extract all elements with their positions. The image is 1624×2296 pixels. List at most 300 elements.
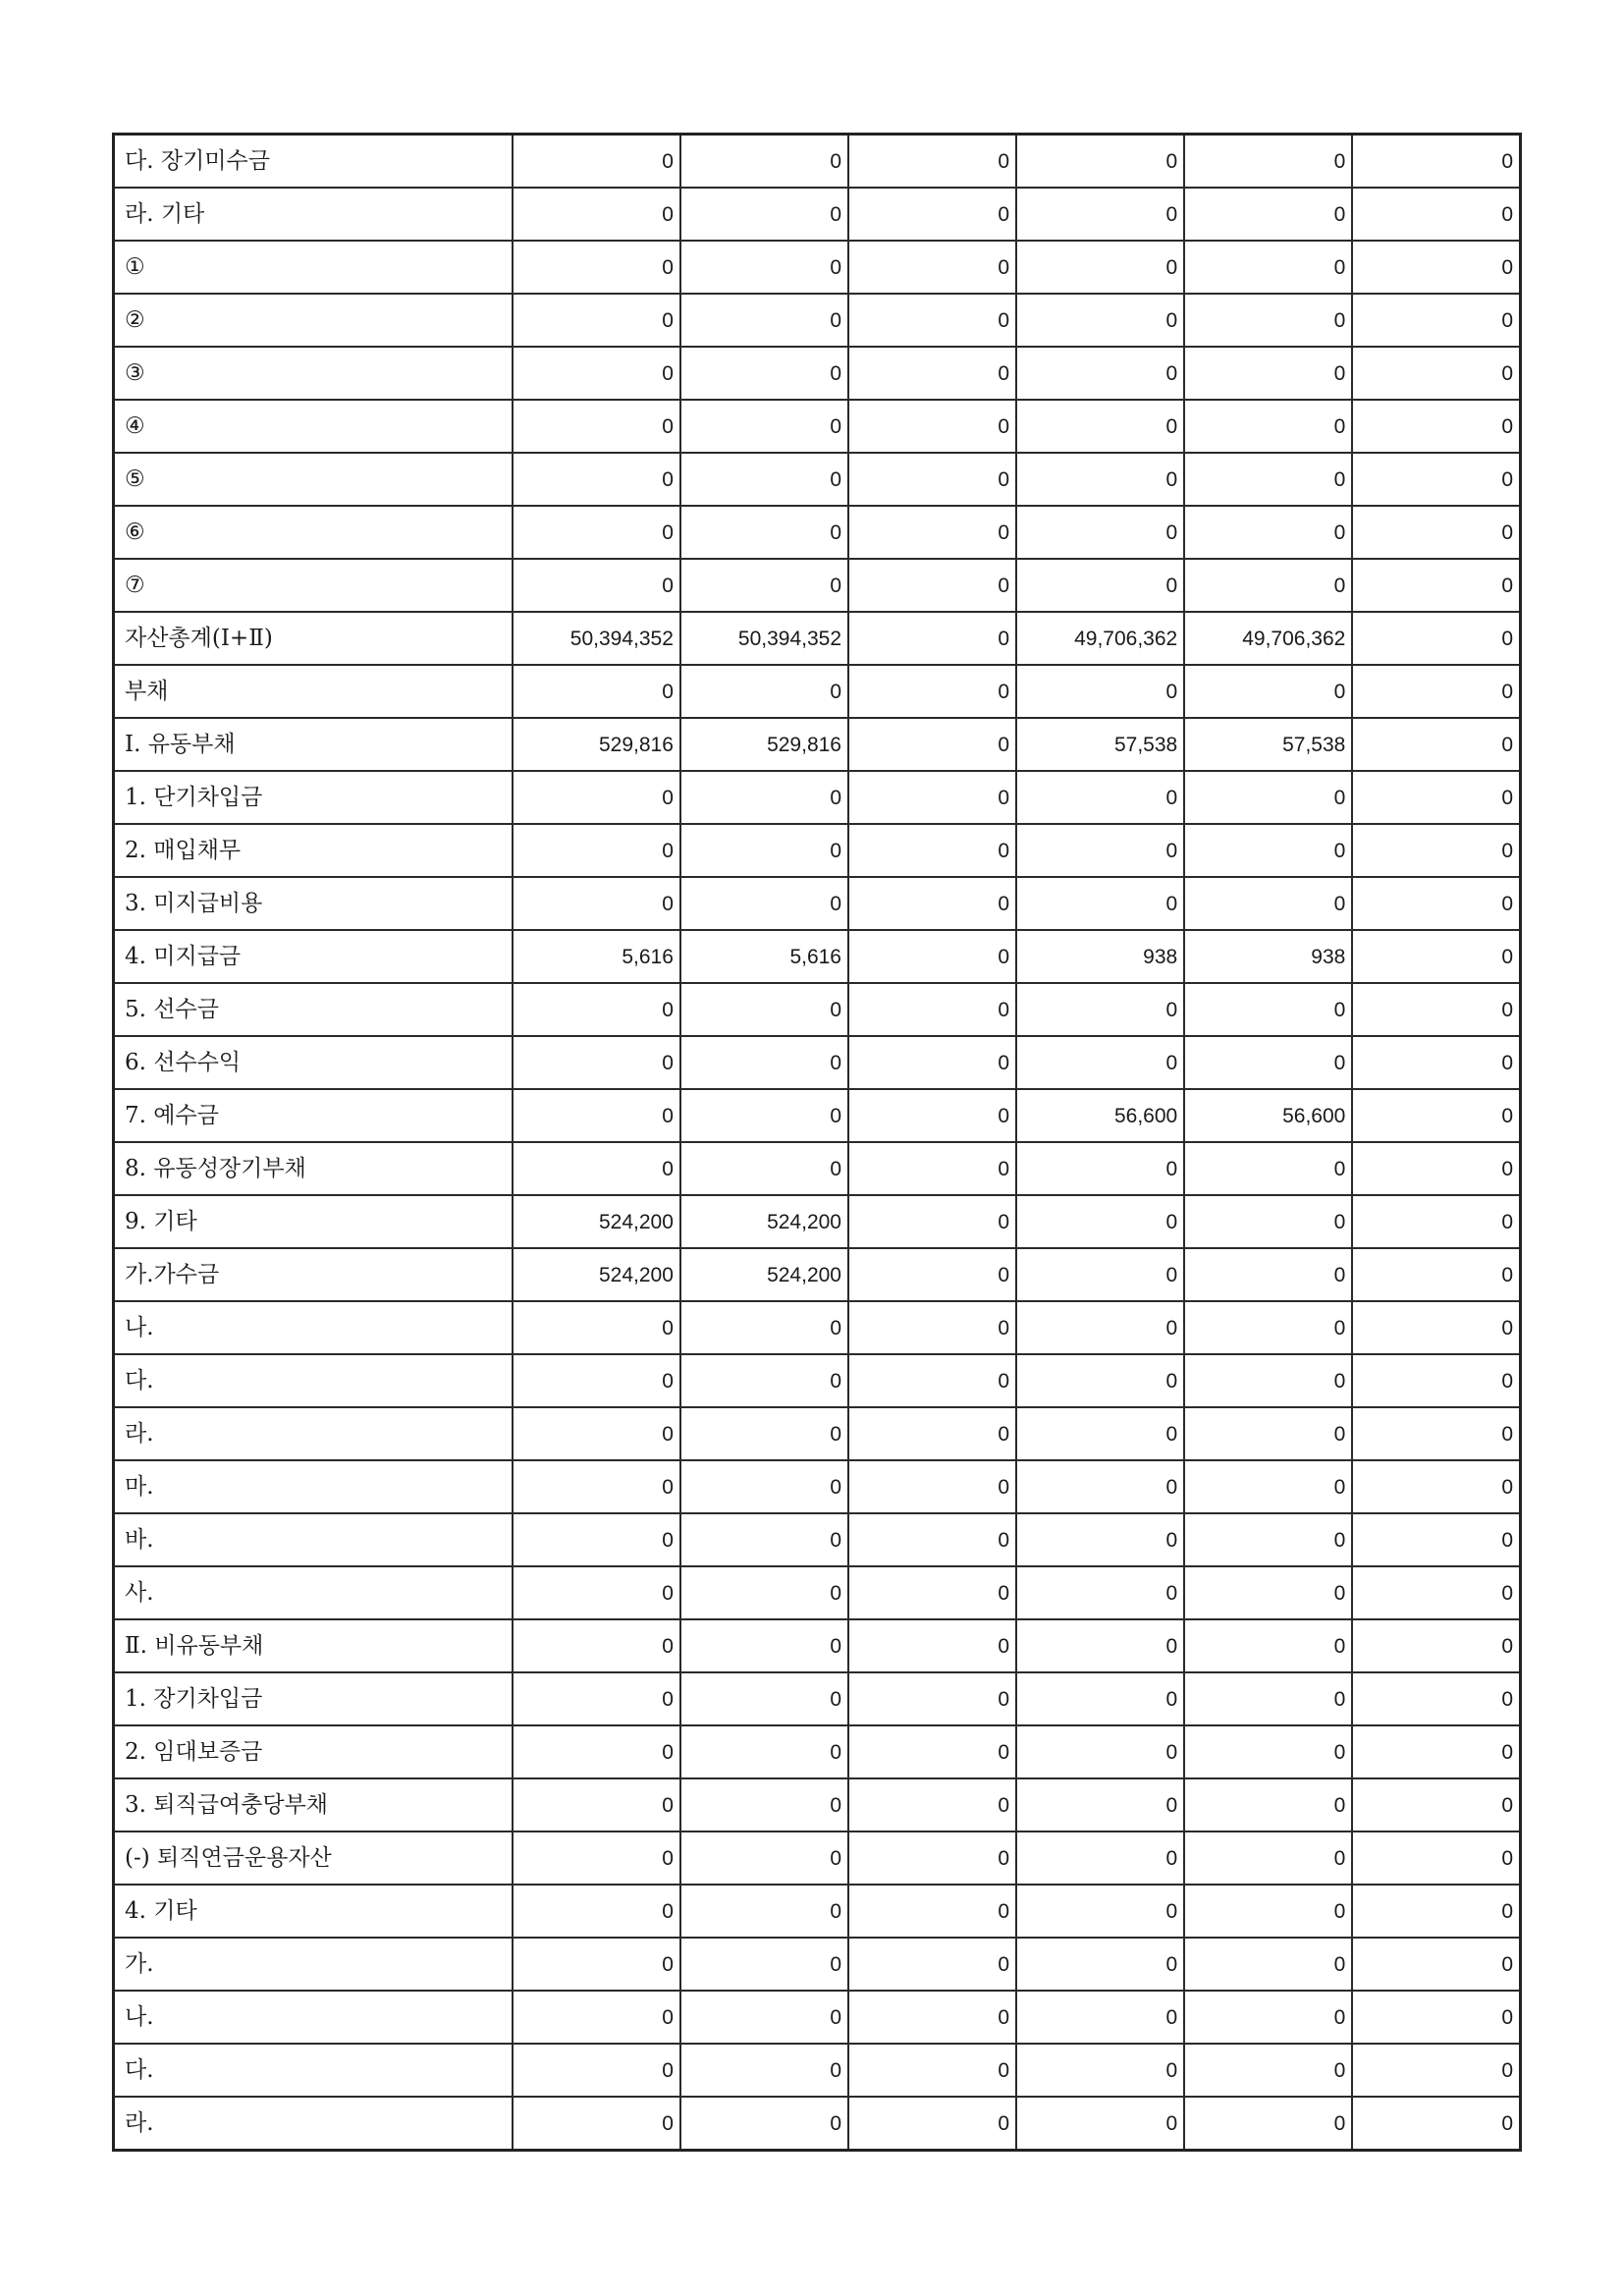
value-cell: 0 xyxy=(1352,718,1520,771)
value-cell: 0 xyxy=(1184,2097,1352,2151)
value-cell: 0 xyxy=(1016,2097,1184,2151)
row-label: 라. 기타 xyxy=(114,188,513,241)
value-cell: 0 xyxy=(1016,1354,1184,1407)
value-cell: 0 xyxy=(1184,1354,1352,1407)
row-label: 라. xyxy=(114,1407,513,1460)
value-cell: 0 xyxy=(1184,1672,1352,1725)
value-cell: 529,816 xyxy=(680,718,848,771)
row-label: 4. 미지급금 xyxy=(114,930,513,983)
value-cell: 0 xyxy=(1352,1725,1520,1778)
row-label: 1. 단기차입금 xyxy=(114,771,513,824)
value-cell: 0 xyxy=(1352,2097,1520,2151)
value-cell: 0 xyxy=(680,1142,848,1195)
value-cell: 0 xyxy=(848,1248,1016,1301)
row-label: 9. 기타 xyxy=(114,1195,513,1248)
value-cell: 0 xyxy=(1184,1195,1352,1248)
value-cell: 0 xyxy=(1352,1407,1520,1460)
value-cell: 0 xyxy=(680,1301,848,1354)
value-cell: 0 xyxy=(1016,559,1184,612)
value-cell: 0 xyxy=(680,1089,848,1142)
value-cell: 0 xyxy=(1184,1460,1352,1513)
row-label: ⑥ xyxy=(114,506,513,559)
value-cell: 0 xyxy=(680,877,848,930)
table-row xyxy=(114,294,1521,347)
value-cell: 0 xyxy=(513,559,680,612)
value-cell: 0 xyxy=(513,1407,680,1460)
value-cell: 0 xyxy=(1016,400,1184,453)
value-cell: 0 xyxy=(680,188,848,241)
value-cell: 0 xyxy=(1016,1831,1184,1885)
value-cell: 0 xyxy=(1016,1248,1184,1301)
table-row xyxy=(114,188,1521,241)
value-cell: 0 xyxy=(848,135,1016,189)
row-label: 1. 장기차입금 xyxy=(114,1672,513,1725)
table-row xyxy=(114,1619,1521,1672)
row-label: Ⅰ. 유동부채 xyxy=(114,718,513,771)
row-label: ② xyxy=(114,294,513,347)
value-cell: 0 xyxy=(848,294,1016,347)
value-cell: 0 xyxy=(848,1089,1016,1142)
value-cell: 0 xyxy=(848,824,1016,877)
row-label: 3. 미지급비용 xyxy=(114,877,513,930)
value-cell: 0 xyxy=(1352,135,1520,189)
value-cell: 0 xyxy=(680,1036,848,1089)
value-cell: 50,394,352 xyxy=(513,612,680,665)
value-cell: 0 xyxy=(848,1513,1016,1566)
value-cell: 0 xyxy=(1352,1831,1520,1885)
table-row xyxy=(114,1460,1521,1513)
value-cell: 0 xyxy=(848,771,1016,824)
value-cell: 0 xyxy=(1016,1407,1184,1460)
value-cell: 0 xyxy=(1352,400,1520,453)
table-row xyxy=(114,612,1521,665)
value-cell: 0 xyxy=(1184,824,1352,877)
table-row xyxy=(114,559,1521,612)
value-cell: 0 xyxy=(680,1566,848,1619)
value-cell: 0 xyxy=(680,2097,848,2151)
value-cell: 0 xyxy=(848,2097,1016,2151)
row-label: 사. xyxy=(114,1566,513,1619)
table-row xyxy=(114,665,1521,718)
value-cell: 0 xyxy=(513,241,680,294)
balance-sheet-body xyxy=(114,135,1521,2151)
value-cell: 0 xyxy=(1016,1301,1184,1354)
table-row xyxy=(114,1513,1521,1566)
value-cell: 0 xyxy=(1352,930,1520,983)
value-cell: 0 xyxy=(848,1354,1016,1407)
value-cell: 0 xyxy=(848,2044,1016,2097)
value-cell: 0 xyxy=(1016,2044,1184,2097)
value-cell: 0 xyxy=(848,612,1016,665)
value-cell: 0 xyxy=(513,665,680,718)
value-cell: 0 xyxy=(1184,665,1352,718)
value-cell: 0 xyxy=(848,1301,1016,1354)
value-cell: 0 xyxy=(1184,506,1352,559)
row-label: 2. 임대보증금 xyxy=(114,1725,513,1778)
value-cell: 0 xyxy=(513,1619,680,1672)
row-label: 2. 매입채무 xyxy=(114,824,513,877)
value-cell: 524,200 xyxy=(513,1195,680,1248)
value-cell: 0 xyxy=(1352,1938,1520,1991)
value-cell: 0 xyxy=(1184,241,1352,294)
table-row xyxy=(114,771,1521,824)
value-cell: 0 xyxy=(1352,983,1520,1036)
value-cell: 0 xyxy=(680,294,848,347)
value-cell: 0 xyxy=(848,1142,1016,1195)
value-cell: 0 xyxy=(513,400,680,453)
row-label: 가. xyxy=(114,1938,513,1991)
value-cell: 0 xyxy=(1184,1301,1352,1354)
value-cell: 0 xyxy=(1352,1195,1520,1248)
value-cell: 0 xyxy=(1352,824,1520,877)
value-cell: 0 xyxy=(848,1725,1016,1778)
row-label: 6. 선수수익 xyxy=(114,1036,513,1089)
value-cell: 0 xyxy=(848,1885,1016,1938)
table-row xyxy=(114,241,1521,294)
value-cell: 0 xyxy=(680,824,848,877)
value-cell: 0 xyxy=(513,453,680,506)
value-cell: 0 xyxy=(1184,1142,1352,1195)
value-cell: 0 xyxy=(680,983,848,1036)
value-cell: 0 xyxy=(1352,1619,1520,1672)
table-row xyxy=(114,824,1521,877)
table-row xyxy=(114,1195,1521,1248)
row-label: 8. 유동성장기부채 xyxy=(114,1142,513,1195)
table-row xyxy=(114,1885,1521,1938)
value-cell: 0 xyxy=(1016,1036,1184,1089)
value-cell: 0 xyxy=(848,1036,1016,1089)
value-cell: 0 xyxy=(1016,1885,1184,1938)
value-cell: 0 xyxy=(1184,1938,1352,1991)
value-cell: 0 xyxy=(1184,1831,1352,1885)
value-cell: 0 xyxy=(848,877,1016,930)
value-cell: 0 xyxy=(1016,1566,1184,1619)
table-row xyxy=(114,453,1521,506)
value-cell: 0 xyxy=(1016,877,1184,930)
value-cell: 0 xyxy=(1352,1672,1520,1725)
value-cell: 0 xyxy=(848,1195,1016,1248)
value-cell: 0 xyxy=(1016,1938,1184,1991)
table-row xyxy=(114,877,1521,930)
table-row xyxy=(114,2097,1521,2151)
value-cell: 0 xyxy=(848,453,1016,506)
value-cell: 0 xyxy=(1016,1778,1184,1831)
value-cell: 0 xyxy=(1352,1885,1520,1938)
value-cell: 0 xyxy=(513,1725,680,1778)
value-cell: 5,616 xyxy=(680,930,848,983)
value-cell: 0 xyxy=(1352,1354,1520,1407)
value-cell: 0 xyxy=(513,347,680,400)
value-cell: 0 xyxy=(680,506,848,559)
value-cell: 0 xyxy=(680,1513,848,1566)
value-cell: 0 xyxy=(513,2044,680,2097)
value-cell: 57,538 xyxy=(1016,718,1184,771)
value-cell: 0 xyxy=(1184,347,1352,400)
value-cell: 0 xyxy=(513,1938,680,1991)
value-cell: 938 xyxy=(1184,930,1352,983)
value-cell: 0 xyxy=(1184,1566,1352,1619)
value-cell: 0 xyxy=(513,506,680,559)
value-cell: 0 xyxy=(1016,1672,1184,1725)
table-row xyxy=(114,2044,1521,2097)
table-row xyxy=(114,1831,1521,1885)
value-cell: 0 xyxy=(513,1831,680,1885)
value-cell: 0 xyxy=(848,1460,1016,1513)
value-cell: 0 xyxy=(680,241,848,294)
row-label: 부채 xyxy=(114,665,513,718)
value-cell: 0 xyxy=(848,1778,1016,1831)
value-cell: 0 xyxy=(848,241,1016,294)
value-cell: 0 xyxy=(1016,1725,1184,1778)
row-label: (-) 퇴직연금운용자산 xyxy=(114,1831,513,1885)
value-cell: 0 xyxy=(1184,1991,1352,2044)
row-label: 다. 장기미수금 xyxy=(114,135,513,189)
value-cell: 0 xyxy=(1016,1991,1184,2044)
value-cell: 0 xyxy=(680,1460,848,1513)
table-row xyxy=(114,1938,1521,1991)
table-row xyxy=(114,1991,1521,2044)
value-cell: 0 xyxy=(1352,347,1520,400)
value-cell: 0 xyxy=(513,1513,680,1566)
value-cell: 0 xyxy=(1352,1248,1520,1301)
value-cell: 0 xyxy=(1016,506,1184,559)
value-cell: 0 xyxy=(848,559,1016,612)
value-cell: 0 xyxy=(848,983,1016,1036)
value-cell: 0 xyxy=(513,1142,680,1195)
value-cell: 0 xyxy=(513,1566,680,1619)
value-cell: 0 xyxy=(1352,1991,1520,2044)
value-cell: 0 xyxy=(1184,1885,1352,1938)
value-cell: 0 xyxy=(513,188,680,241)
row-label: Ⅱ. 비유동부채 xyxy=(114,1619,513,1672)
value-cell: 0 xyxy=(1352,1142,1520,1195)
value-cell: 0 xyxy=(848,506,1016,559)
value-cell: 0 xyxy=(513,1672,680,1725)
value-cell: 0 xyxy=(680,1831,848,1885)
value-cell: 0 xyxy=(680,400,848,453)
value-cell: 5,616 xyxy=(513,930,680,983)
value-cell: 0 xyxy=(1184,1725,1352,1778)
value-cell: 0 xyxy=(1184,559,1352,612)
value-cell: 0 xyxy=(1352,506,1520,559)
value-cell: 0 xyxy=(680,559,848,612)
value-cell: 0 xyxy=(848,718,1016,771)
value-cell: 0 xyxy=(513,1301,680,1354)
value-cell: 524,200 xyxy=(680,1248,848,1301)
row-label: 나. xyxy=(114,1991,513,2044)
value-cell: 0 xyxy=(1352,453,1520,506)
value-cell: 0 xyxy=(1352,559,1520,612)
value-cell: 524,200 xyxy=(513,1248,680,1301)
value-cell: 0 xyxy=(1016,1460,1184,1513)
table-row xyxy=(114,1301,1521,1354)
value-cell: 0 xyxy=(848,188,1016,241)
row-label: 다. xyxy=(114,1354,513,1407)
value-cell: 0 xyxy=(680,771,848,824)
value-cell: 529,816 xyxy=(513,718,680,771)
table-row xyxy=(114,718,1521,771)
table-row xyxy=(114,1354,1521,1407)
value-cell: 0 xyxy=(1352,241,1520,294)
row-label: ③ xyxy=(114,347,513,400)
value-cell: 0 xyxy=(680,347,848,400)
table-row xyxy=(114,347,1521,400)
value-cell: 0 xyxy=(1184,188,1352,241)
value-cell: 0 xyxy=(513,2097,680,2151)
row-label: 5. 선수금 xyxy=(114,983,513,1036)
value-cell: 0 xyxy=(680,1407,848,1460)
value-cell: 0 xyxy=(1016,188,1184,241)
value-cell: 0 xyxy=(513,1991,680,2044)
value-cell: 0 xyxy=(848,1619,1016,1672)
value-cell: 0 xyxy=(1352,1036,1520,1089)
row-label: ④ xyxy=(114,400,513,453)
table-row xyxy=(114,1407,1521,1460)
value-cell: 0 xyxy=(1352,1301,1520,1354)
value-cell: 0 xyxy=(1352,1460,1520,1513)
row-label: 4. 기타 xyxy=(114,1885,513,1938)
table-row xyxy=(114,1036,1521,1089)
value-cell: 0 xyxy=(1352,1513,1520,1566)
value-cell: 0 xyxy=(680,2044,848,2097)
value-cell: 0 xyxy=(1016,294,1184,347)
value-cell: 0 xyxy=(680,1938,848,1991)
value-cell: 0 xyxy=(848,665,1016,718)
table-row xyxy=(114,1089,1521,1142)
value-cell: 0 xyxy=(1016,1142,1184,1195)
row-label: 마. xyxy=(114,1460,513,1513)
value-cell: 0 xyxy=(1184,1248,1352,1301)
value-cell: 56,600 xyxy=(1016,1089,1184,1142)
row-label: 자산총계(Ⅰ+Ⅱ) xyxy=(114,612,513,665)
value-cell: 524,200 xyxy=(680,1195,848,1248)
table-row xyxy=(114,1725,1521,1778)
table-row xyxy=(114,506,1521,559)
row-label: ① xyxy=(114,241,513,294)
row-label: 바. xyxy=(114,1513,513,1566)
value-cell: 0 xyxy=(1184,294,1352,347)
value-cell: 0 xyxy=(1184,135,1352,189)
value-cell: 0 xyxy=(680,1619,848,1672)
value-cell: 0 xyxy=(1016,347,1184,400)
value-cell: 0 xyxy=(513,294,680,347)
value-cell: 49,706,362 xyxy=(1016,612,1184,665)
row-label: 라. xyxy=(114,2097,513,2151)
value-cell: 0 xyxy=(848,400,1016,453)
value-cell: 0 xyxy=(1184,400,1352,453)
value-cell: 0 xyxy=(513,1460,680,1513)
value-cell: 0 xyxy=(1016,1513,1184,1566)
value-cell: 49,706,362 xyxy=(1184,612,1352,665)
value-cell: 0 xyxy=(513,983,680,1036)
row-label: ⑦ xyxy=(114,559,513,612)
value-cell: 0 xyxy=(1352,2044,1520,2097)
value-cell: 0 xyxy=(1352,1778,1520,1831)
value-cell: 0 xyxy=(1184,2044,1352,2097)
value-cell: 0 xyxy=(1016,771,1184,824)
value-cell: 0 xyxy=(1352,877,1520,930)
value-cell: 0 xyxy=(680,1778,848,1831)
row-label: ⑤ xyxy=(114,453,513,506)
value-cell: 0 xyxy=(513,135,680,189)
value-cell: 0 xyxy=(513,877,680,930)
value-cell: 0 xyxy=(513,824,680,877)
table-row xyxy=(114,1566,1521,1619)
value-cell: 0 xyxy=(1184,1407,1352,1460)
value-cell: 0 xyxy=(1016,135,1184,189)
value-cell: 0 xyxy=(680,1354,848,1407)
value-cell: 0 xyxy=(848,1672,1016,1725)
value-cell: 0 xyxy=(680,665,848,718)
value-cell: 0 xyxy=(680,135,848,189)
value-cell: 0 xyxy=(1016,453,1184,506)
value-cell: 0 xyxy=(848,347,1016,400)
value-cell: 0 xyxy=(513,1778,680,1831)
row-label: 3. 퇴직급여충당부채 xyxy=(114,1778,513,1831)
value-cell: 0 xyxy=(1352,294,1520,347)
value-cell: 0 xyxy=(1016,983,1184,1036)
value-cell: 0 xyxy=(680,1672,848,1725)
value-cell: 0 xyxy=(848,1991,1016,2044)
value-cell: 0 xyxy=(680,1885,848,1938)
value-cell: 938 xyxy=(1016,930,1184,983)
value-cell: 0 xyxy=(1184,771,1352,824)
value-cell: 56,600 xyxy=(1184,1089,1352,1142)
row-label: 나. xyxy=(114,1301,513,1354)
value-cell: 0 xyxy=(1184,1036,1352,1089)
row-label: 7. 예수금 xyxy=(114,1089,513,1142)
value-cell: 0 xyxy=(1016,241,1184,294)
value-cell: 0 xyxy=(513,1089,680,1142)
value-cell: 0 xyxy=(1352,771,1520,824)
value-cell: 0 xyxy=(1184,1619,1352,1672)
value-cell: 0 xyxy=(1352,188,1520,241)
table-row xyxy=(114,1248,1521,1301)
value-cell: 0 xyxy=(848,1407,1016,1460)
value-cell: 0 xyxy=(1184,983,1352,1036)
value-cell: 0 xyxy=(848,1938,1016,1991)
value-cell: 0 xyxy=(1352,612,1520,665)
table-row xyxy=(114,1142,1521,1195)
value-cell: 0 xyxy=(1016,665,1184,718)
value-cell: 0 xyxy=(1352,1566,1520,1619)
value-cell: 0 xyxy=(513,771,680,824)
value-cell: 50,394,352 xyxy=(680,612,848,665)
value-cell: 0 xyxy=(848,930,1016,983)
balance-sheet-table xyxy=(112,133,1522,2152)
table-row xyxy=(114,135,1521,189)
value-cell: 0 xyxy=(1016,1619,1184,1672)
value-cell: 0 xyxy=(513,1036,680,1089)
value-cell: 0 xyxy=(1352,1089,1520,1142)
row-label: 다. xyxy=(114,2044,513,2097)
value-cell: 0 xyxy=(1184,1513,1352,1566)
value-cell: 0 xyxy=(680,453,848,506)
value-cell: 57,538 xyxy=(1184,718,1352,771)
value-cell: 0 xyxy=(680,1991,848,2044)
value-cell: 0 xyxy=(1016,1195,1184,1248)
table-row xyxy=(114,400,1521,453)
value-cell: 0 xyxy=(1352,665,1520,718)
table-row xyxy=(114,1778,1521,1831)
table-row xyxy=(114,983,1521,1036)
value-cell: 0 xyxy=(848,1831,1016,1885)
value-cell: 0 xyxy=(680,1725,848,1778)
table-row xyxy=(114,1672,1521,1725)
value-cell: 0 xyxy=(1184,453,1352,506)
table-row xyxy=(114,930,1521,983)
value-cell: 0 xyxy=(1016,824,1184,877)
